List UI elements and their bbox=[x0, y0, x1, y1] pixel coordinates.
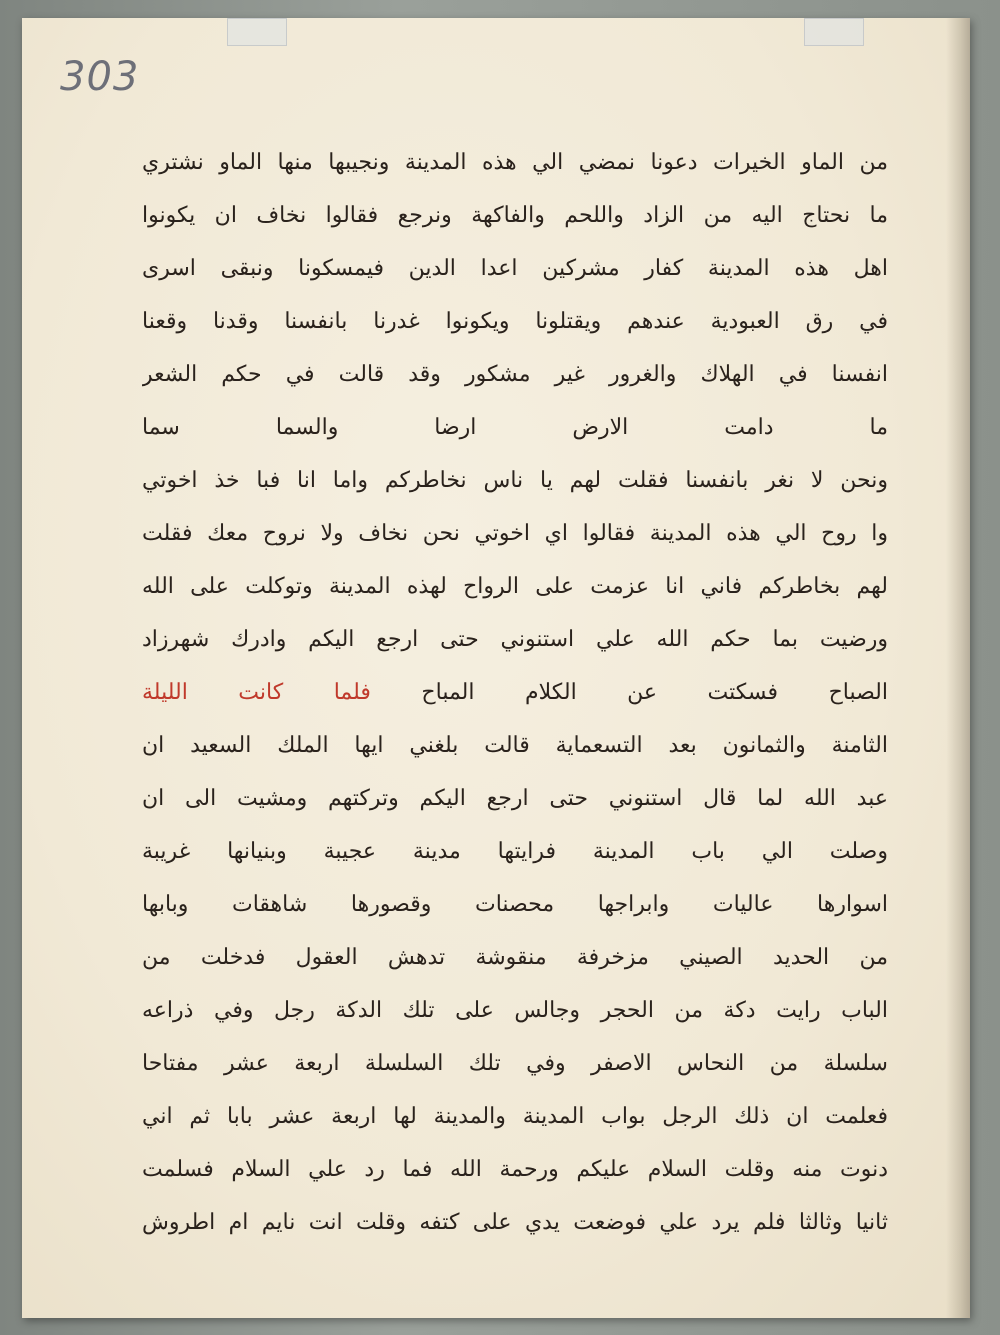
text-line: فعلمت ان ذلك الرجل بواب المدينة والمدينة لها اربعة عشر بابا ثم اني bbox=[142, 1104, 888, 1129]
text-block bbox=[142, 136, 888, 1249]
text-line: ثانيا وثالثا فلم يرد علي فوضعت يدي على كتفه وقلت انت نايم ام اطروش bbox=[142, 1210, 888, 1235]
text-line: ورضيت بما حكم الله علي استنوني حتى ارجع اليكم وادرك شهرزاد bbox=[142, 627, 888, 652]
text-line: وصلت الي باب المدينة فرايتها مدينة عجيبة وبنيانها غريبة bbox=[142, 839, 888, 864]
folio-number: 303 bbox=[60, 54, 140, 100]
text-line: انفسنا في الهلاك والغرور غير مشكور وقد قالت في حكم الشعر bbox=[142, 362, 888, 387]
text-line: الصباح فسكتت عن الكلام المباح فلما كانت الليلة bbox=[142, 680, 888, 705]
tape-right bbox=[804, 18, 864, 46]
text-line: ما نحتاج اليه من الزاد واللحم والفاكهة ونرجع فقالوا نخاف ان يكونوا bbox=[142, 203, 888, 228]
text-line: اهل هذه المدينة كفار مشركين اعدا الدين فيمسكونا ونبقى اسرى bbox=[142, 256, 888, 281]
text-line: عبد الله لما قال استنوني حتى ارجع اليكم وتركتهم ومشيت الى ان bbox=[142, 786, 888, 811]
text-line: ونحن لا نغر بانفسنا فقلت لهم يا ناس نخاطركم واما انا فبا خذ اخوتي bbox=[142, 468, 888, 493]
text-line: الباب رايت دكة من الحجر وجالس على تلك الدكة رجل وفي ذراعه bbox=[142, 998, 888, 1023]
text-line: ما دامت الارض ارضا والسما سما bbox=[142, 415, 888, 440]
text-line: وا روح الي هذه المدينة فقالوا اي اخوتي نحن نخاف ولا نروح معك فقلت bbox=[142, 521, 888, 546]
text-line: من الحديد الصيني مزخرفة منقوشة تدهش العقول فدخلت من bbox=[142, 945, 888, 970]
text-line: سلسلة من النحاس الاصفر وفي تلك السلسلة اربعة عشر مفتاحا bbox=[142, 1051, 888, 1076]
text-line: لهم بخاطركم فاني انا عزمت على الرواح لهذه المدينة وتوكلت على الله bbox=[142, 574, 888, 599]
rubric-heading: فلما كانت الليلة bbox=[142, 680, 371, 705]
manuscript-page bbox=[22, 18, 970, 1318]
tape-left bbox=[227, 18, 287, 46]
text-line: في رق العبودية عندهم ويقتلونا ويكونوا غدرنا بانفسنا وقدنا وقعنا bbox=[142, 309, 888, 334]
text-line: دنوت منه وقلت السلام عليكم ورحمة الله فما رد علي السلام فسلمت bbox=[142, 1157, 888, 1182]
text-line: اسوارها عاليات وابراجها محصنات وقصورها شاهقات وبابها bbox=[142, 892, 888, 917]
text-line: من الماو الخيرات دعونا نمضي الي هذه المدينة ونجيبها منها الماو نشتري bbox=[142, 150, 888, 175]
text-line: الثامنة والثمانون بعد التسعماية قالت بلغني ايها الملك السعيد ان bbox=[142, 733, 888, 758]
page-edge-shadow bbox=[946, 18, 970, 1318]
